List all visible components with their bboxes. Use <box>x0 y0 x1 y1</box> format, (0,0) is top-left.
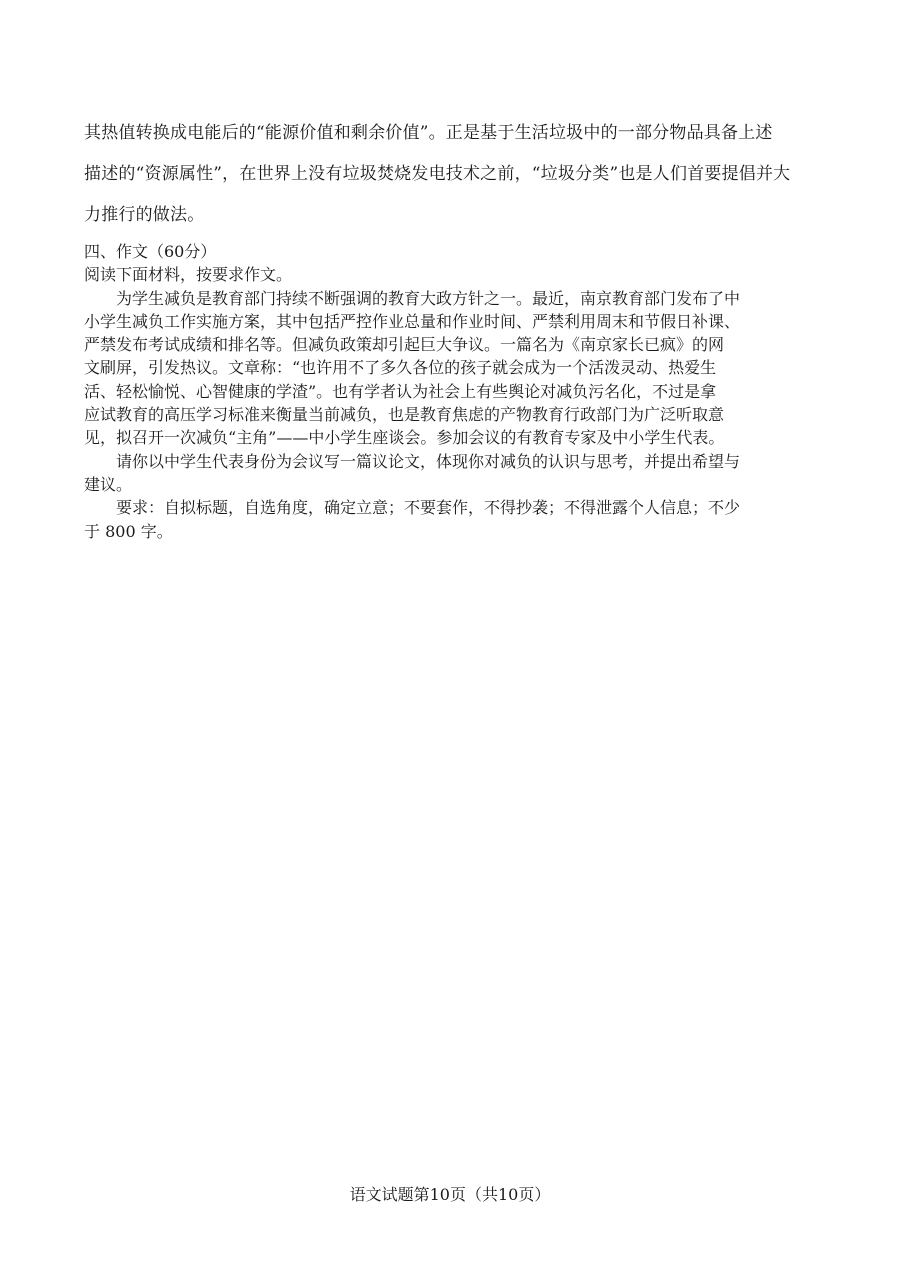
requirement-line: 要求：自拟标题，自选角度，确定立意；不要套作，不得抄袭；不得泄露个人信息；不少 <box>116 498 741 518</box>
material-line: 应试教育的高压学习标准来衡量当前减负，也是教育焦虑的产物教育行政部门为广泛听取意 <box>84 405 725 425</box>
passage-line: 力推行的做法。 <box>84 205 205 225</box>
requirement-line: 于 800 字。 <box>84 521 173 541</box>
page-footer: 语文试题第10页（共10页） <box>349 1185 551 1204</box>
essay-section <box>84 240 819 543</box>
task-line: 建议。 <box>84 474 133 494</box>
material-line: 活、轻松愉悦、心智健康的学渣”。也有学者认为社会上有些舆论对减负污名化，不过是拿 <box>84 381 717 401</box>
passage-line: 描述的“资源属性”，在世界上没有垃圾焚烧发电技术之前，“垃圾分类”也是人们首要提倡并大 <box>84 164 791 184</box>
material-line: 小学生减负工作实施方案，其中包括严控作业总量和作业时间、严禁利用周末和节假日补课、 <box>84 311 741 331</box>
material-line: 严禁发布考试成绩和排名等。但减负政策却引起巨大争议。一篇名为《南京家长已疯》的网 <box>84 335 725 355</box>
material-line: 文刷屏，引发热议。文章称：“也许用不了多久各位的孩子就会成为一个活泼灵动、热爱生 <box>84 358 717 378</box>
previous-passage <box>84 113 819 236</box>
material-line: 为学生减负是教育部门持续不断强调的教育大政方针之一。最近，南京教育部门发布了中 <box>116 288 741 308</box>
passage-line: 其热值转换成电能后的“能源价值和剩余价值”。正是基于生活垃圾中的一部分物品具备上述 <box>84 123 773 143</box>
section-instruction: 阅读下面材料，按要求作文。 <box>84 265 293 285</box>
section-heading: 四、作文（60分） <box>84 242 217 261</box>
material-line: 见，拟召开一次减负“主角”——中小学生座谈会。参加会议的有教育专家及中小学生代表。 <box>84 428 725 448</box>
task-line: 请你以中学生代表身份为会议写一篇议论文，体现你对减负的认识与思考，并提出希望与 <box>116 451 741 471</box>
